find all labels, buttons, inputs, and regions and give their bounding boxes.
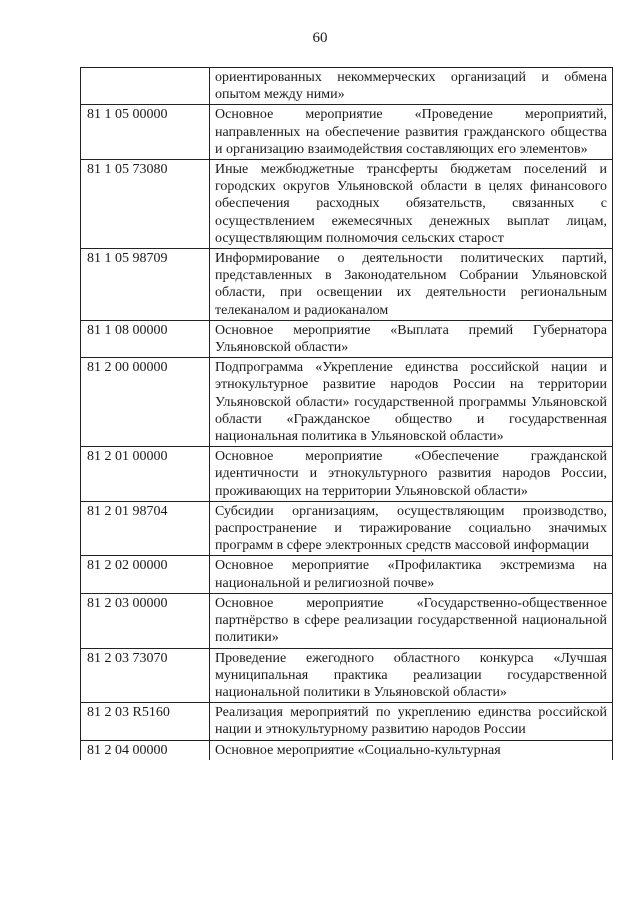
row-description: Основное мероприятие «Профилактика экстремизма на национальной и религиозной почве» [210,556,613,593]
page-number: 60 [312,30,328,46]
table-row [81,358,613,447]
row-code: 81 1 05 73080 [81,160,210,249]
row-description: Информирование о деятельности политических партий, представленных в Законодательном Собрании Ульяновской области, при освещении их деятельности региональным телеканалом и радиоканалом [210,249,613,321]
row-description: Субсидии организациям, осуществляющим производство, распространение и тиражирование социально значимых программ в сфере электронных средств массовой информации [210,501,613,556]
row-code: 81 2 02 00000 [81,556,210,593]
table-row [81,68,613,105]
row-code: 81 1 05 98709 [81,249,210,321]
row-code: 81 1 05 00000 [81,105,210,160]
row-description: Основное мероприятие «Проведение мероприятий, направленных на обеспечение развития гражданского общества и организацию взаимодействия составляющих его элементов» [210,105,613,160]
row-code: 81 2 03 R5160 [81,703,210,740]
row-code: 81 2 04 00000 [81,740,210,760]
row-code: 81 2 01 00000 [81,447,210,502]
row-description: Иные межбюджетные трансферты бюджетам поселений и городских округов Ульяновской области в целях финансового обеспечения расходных обязательств, связанных с осуществлением ежемесячных денежных выплат лицам, осуществляющим полномочия сельских старост [210,160,613,249]
table-row [81,740,613,760]
row-description: ориентированных некоммерческих организаций и обмена опытом между ними» [210,68,613,105]
row-code: 81 2 03 73070 [81,648,210,703]
budget-classification-table [80,67,613,760]
table-row [81,160,613,249]
row-code: 81 1 08 00000 [81,320,210,357]
table-row [81,593,613,648]
row-description: Подпрограмма «Укрепление единства российской нации и этнокультурное развитие народов России на территории Ульяновской области» государственной программы Ульяновской области «Гражданское общество и государственная национальная политика в Ульяновской области» [210,358,613,447]
row-description: Основное мероприятие «Государственно-общественное партнёрство в сфере реализации государственной национальной политики» [210,593,613,648]
table-row [81,105,613,160]
row-description: Реализация мероприятий по укреплению единства российской нации и этнокультурному развитию народов России [210,703,613,740]
row-description: Проведение ежегодного областного конкурса «Лучшая муниципальная практика реализации государственной национальной политики в Ульяновской области» [210,648,613,703]
table-row [81,703,613,740]
row-code: 81 2 01 98704 [81,501,210,556]
row-code [81,68,210,105]
row-description: Основное мероприятие «Выплата премий Губернатора Ульяновской области» [210,320,613,357]
table-row [81,447,613,502]
table-row [81,648,613,703]
table-row [81,320,613,357]
table-row [81,556,613,593]
row-code: 81 2 03 00000 [81,593,210,648]
row-code: 81 2 00 00000 [81,358,210,447]
table-row [81,501,613,556]
row-description: Основное мероприятие «Социально-культурная [210,740,613,760]
table-row [81,249,613,321]
row-description: Основное мероприятие «Обеспечение гражданской идентичности и этнокультурного развития народов России, проживающих на территории Ульяновской области» [210,447,613,502]
